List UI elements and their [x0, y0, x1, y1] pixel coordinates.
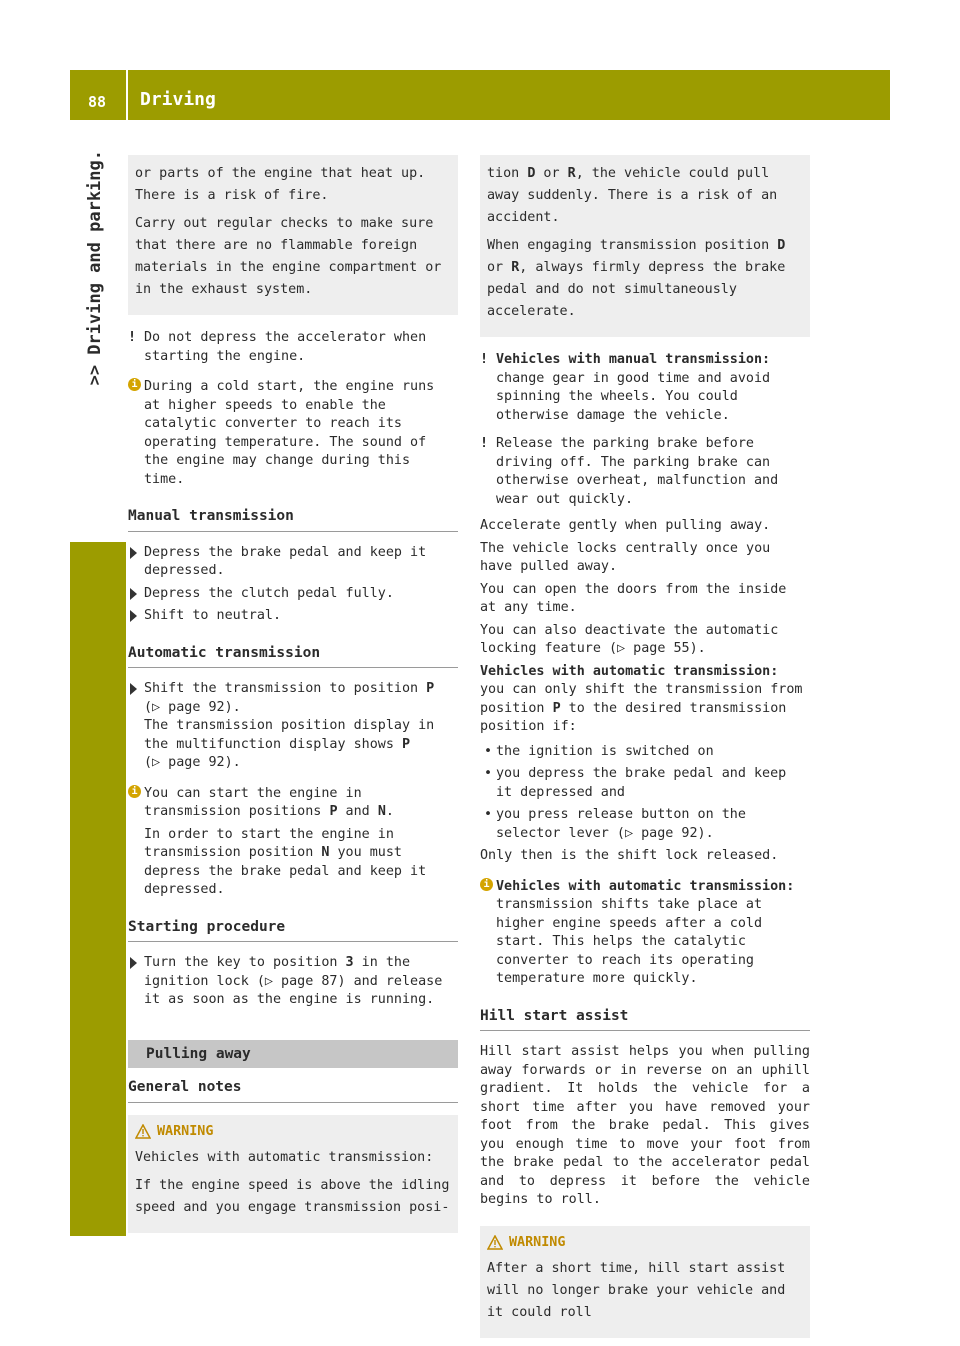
warning-text: or — [535, 166, 568, 181]
chapter-label-wrap — [86, 150, 105, 385]
note-lead: Vehicles with manual transmission: — [496, 352, 771, 367]
arrow-icon — [130, 957, 137, 969]
gear-label: R — [511, 260, 520, 275]
warning-box — [480, 1226, 810, 1339]
list-item-text: you depress the brake pedal and keep it depressed and — [496, 766, 787, 800]
paragraph-text: you can only shift the transmission from position — [480, 682, 803, 716]
warning-text: Vehicles with automatic transmission: — [135, 1150, 434, 1165]
chapter-label: >> Driving and parking. — [85, 150, 105, 386]
step-text: in the ignition lock (▷ page 87) and release it as soon as the engine is running. — [144, 955, 443, 1007]
section-heading: Hill start assist — [480, 1007, 810, 1032]
note-text: Do not depress the accelerator when starting the engine. — [144, 330, 427, 364]
paragraph-text: to the desired transmission position if: — [480, 700, 787, 734]
info-note — [480, 878, 810, 989]
paragraph: Only then is the shift lock released. — [480, 848, 779, 863]
warning-text: After a short time, hill start assist will no longer brake your vehicle and it could roll — [487, 1261, 786, 1320]
arrow-icon — [130, 588, 137, 600]
page-header — [70, 70, 890, 120]
page-title: Driving — [140, 89, 216, 110]
info-lead: Vehicles with automatic transmission: — [496, 878, 795, 894]
right-column — [480, 150, 810, 1346]
warning-label: WARNING — [509, 1234, 566, 1250]
left-column — [128, 150, 458, 1241]
paragraph: Accelerate gently when pulling away. — [480, 518, 771, 533]
paragraph: You can also deactivate the automatic locking feature (▷ page 55). — [480, 622, 779, 656]
warning-text: tion — [487, 166, 528, 181]
info-text: you must depress the brake pedal and keep it depressed. — [144, 845, 427, 897]
info-paragraph — [144, 826, 458, 900]
note — [480, 351, 810, 425]
warning-title — [487, 1234, 802, 1253]
list-item-text: you press release button on the selector lever (▷ page 92). — [496, 807, 746, 841]
info-text: In order to start the engine in transmission position — [144, 826, 394, 860]
step-text: Shift the transmission to position — [144, 681, 427, 696]
info-icon: i — [128, 785, 141, 798]
info-text: transmission shifts take place at higher engine speeds after a cold start. This helps the catalytic converter to reach its operating temperature more quickly. — [496, 897, 763, 986]
warning-paragraph — [487, 235, 802, 323]
step-text: Depress the brake pedal and keep it depressed. — [144, 544, 427, 578]
warning-text: When engaging transmission position — [487, 238, 778, 253]
paragraph: The vehicle locks centrally once you have pulled away. — [480, 540, 771, 574]
step — [128, 954, 458, 1010]
gear-label: P — [426, 681, 435, 696]
page-ref-link[interactable]: (▷ page 92). — [144, 755, 241, 770]
step-text: Turn the key to position — [144, 955, 346, 970]
warning-text: , always firmly depress the brake pedal and do not simultaneously accelerate. — [487, 260, 786, 319]
step-text: The transmission position display in the multifunction display shows — [144, 718, 435, 752]
info-icon: i — [128, 378, 141, 391]
note-text: Release the parking brake before driving off. The parking brake can otherwise overheat, malfunction and wear out quickly. — [496, 436, 779, 507]
step — [128, 544, 458, 581]
note-text: change gear in good time and avoid spinning the wheels. You could otherwise damage the vehicle. — [496, 370, 771, 423]
info-text: and — [337, 804, 378, 819]
exclamation-icon: ! — [128, 330, 137, 345]
gear-label: P — [329, 804, 338, 819]
paragraph: Hill start assist helps you when pulling away forwards or in reverse on an uphill gradient. It holds the vehicle for a short time after you have removed your foot from the brake pedal. This gives you enough time to move your foot from the brake pedal to the accelerator pedal and to depress it before the vehicle begins to roll. — [480, 1044, 810, 1207]
chapter-tab — [70, 542, 126, 1236]
step-text: Depress the clutch pedal fully. — [144, 585, 394, 601]
note — [480, 435, 810, 509]
warning-triangle-icon — [487, 1235, 503, 1250]
header-divider — [126, 70, 128, 120]
step-text: Shift to neutral. — [144, 608, 282, 623]
key-position: 3 — [345, 955, 354, 970]
paragraph-lead: Vehicles with automatic transmission: — [480, 663, 779, 679]
exclamation-icon: ! — [480, 436, 489, 451]
gear-label: R — [567, 166, 576, 181]
arrow-icon — [130, 610, 137, 622]
gear-label: N — [377, 804, 386, 819]
section-heading: Starting procedure — [128, 918, 458, 943]
section-heading: General notes — [128, 1078, 458, 1103]
warning-box — [128, 1115, 458, 1234]
page-ref-link[interactable]: (▷ page 92). — [144, 699, 241, 715]
page-number: 88 — [88, 93, 107, 111]
gear-label: N — [321, 845, 330, 860]
list-item — [480, 743, 810, 762]
gear-label: D — [527, 166, 536, 181]
warning-title — [135, 1123, 450, 1142]
info-text: You can start the engine in transmission positions — [144, 785, 362, 819]
warning-label: WARNING — [157, 1123, 214, 1139]
section-heading: Automatic transmission — [128, 644, 458, 669]
gear-label: P — [552, 700, 561, 716]
gear-label: P — [401, 736, 411, 752]
step — [128, 680, 458, 773]
warning-text: or parts of the engine that heat up. There is a risk of fire. — [135, 166, 426, 203]
warning-triangle-icon — [135, 1124, 151, 1139]
gear-label: D — [777, 238, 786, 253]
info-text: During a cold start, the engine runs at higher speeds to enable the catalytic converter to reach its operating temperature. The sound of the engine may change during this time. — [144, 379, 435, 487]
exclamation-icon: ! — [480, 352, 489, 367]
list-item — [480, 806, 810, 843]
chapter-sidebar — [70, 120, 126, 1236]
paragraph — [480, 663, 810, 737]
list-item-text: the ignition is switched on — [496, 743, 714, 759]
info-icon: i — [480, 878, 493, 891]
info-note — [128, 378, 458, 489]
info-text: . — [385, 804, 394, 819]
warning-text: or — [487, 260, 512, 275]
step — [128, 585, 458, 604]
bullet-dot: • — [484, 743, 493, 759]
step — [128, 607, 458, 626]
list-item — [480, 765, 810, 802]
warning-text: , the vehicle could pull away suddenly. There is a risk of an accident. — [487, 166, 778, 225]
warning-box-continued — [480, 155, 810, 337]
bullet-dot: • — [484, 807, 493, 822]
bullet-dot: • — [484, 766, 493, 781]
warning-box-continued — [128, 155, 458, 315]
warning-paragraph — [487, 163, 802, 229]
info-note — [128, 785, 458, 900]
chapter-heading: Pulling away — [128, 1040, 458, 1069]
paragraph: You can open the doors from the inside at any time. — [480, 581, 787, 615]
note — [128, 329, 458, 366]
arrow-icon — [130, 547, 137, 559]
section-heading: Manual transmission — [128, 507, 458, 532]
arrow-icon — [130, 683, 137, 695]
warning-text: If the engine speed is above the idling speed and you engage transmission posi- — [135, 1178, 450, 1215]
warning-text: Carry out regular checks to make sure that there are no flammable foreign materials in the engine compartment or in the exhaust system. — [135, 216, 442, 297]
